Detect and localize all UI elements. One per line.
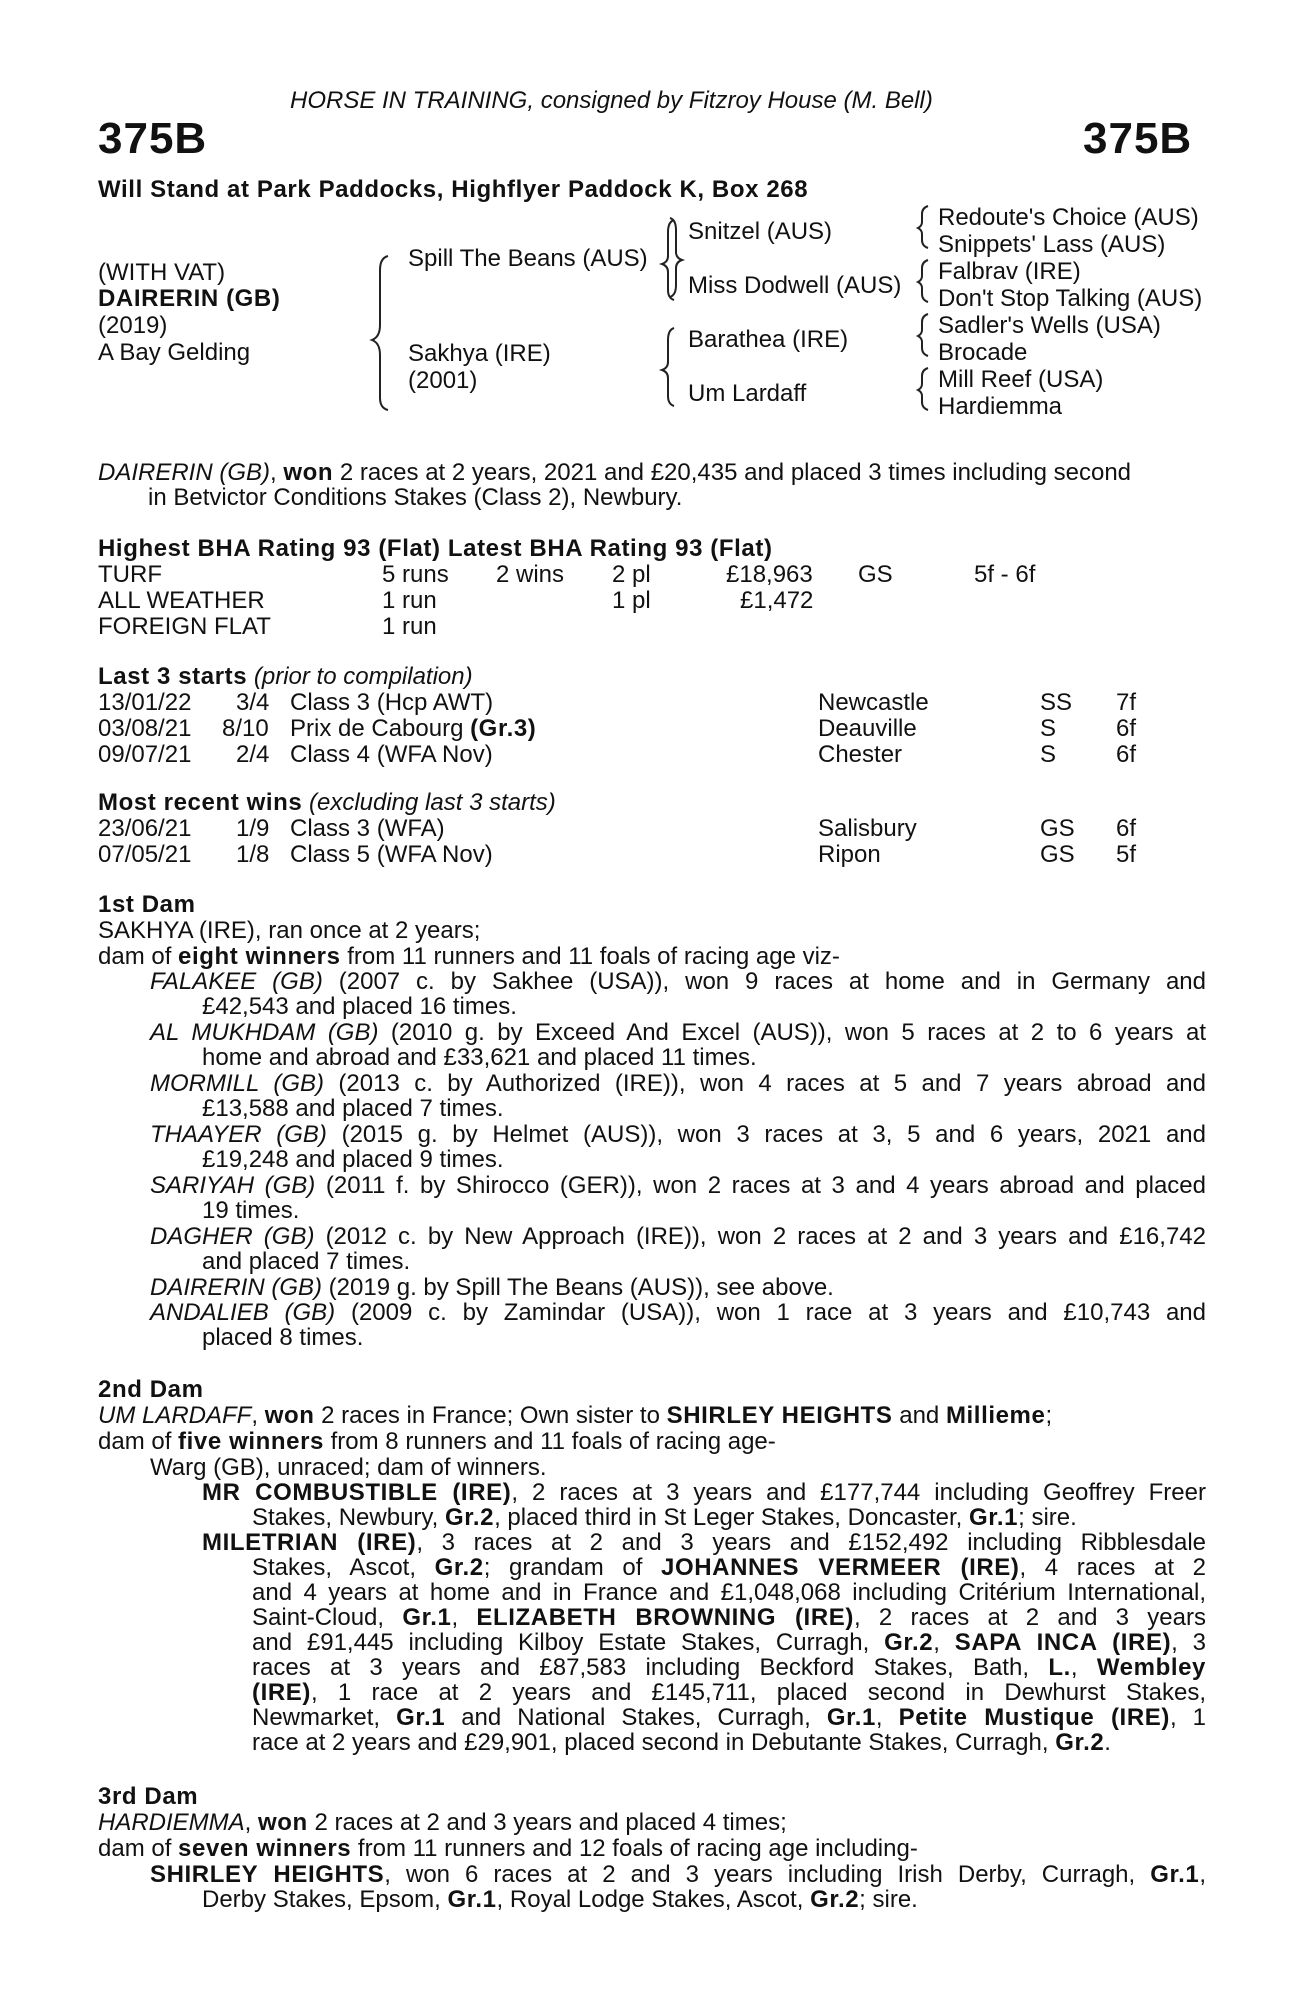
dam2-and: and (892, 1402, 946, 1429)
mi-name: MILETRIAN (IRE) (202, 1529, 417, 1556)
summary-horse-name: DAIRERIN (GB) (98, 459, 271, 486)
offspring-entry (150, 1020, 1206, 1070)
dam2-sibling-2: Millieme (945, 1402, 1046, 1429)
pedigree-dam: Sakhya (IRE) (408, 340, 551, 367)
sh-grade: Gr.1 (447, 1886, 497, 1913)
mi-progeny: JOHANNES VERMEER (IRE) (661, 1554, 1020, 1581)
offspring-entry (150, 1122, 1206, 1172)
pedigree-sire: Spill The Beans (AUS) (408, 245, 648, 272)
pedigree-gg2: Snippets' Lass (AUS) (938, 231, 1166, 258)
mr-text-3: , placed third in St Leger Stakes, Doncaster, (494, 1504, 970, 1531)
sh-grade: Gr.2 (810, 1886, 860, 1913)
brace-g34 (918, 260, 928, 302)
mi-text: ; grandam of (483, 1554, 661, 1581)
offspring-details-cont: £19,248 and placed 9 times. (202, 1146, 504, 1173)
mi-grade: Gr.2 (434, 1554, 484, 1581)
mi-text: and National Stakes, Curragh, (445, 1704, 827, 1731)
rating-placed: 1 pl (612, 587, 651, 614)
mi-progeny: (IRE) (252, 1679, 311, 1706)
dam2-text: 2 races in France; Own sister to (314, 1402, 667, 1429)
start-race-name: Class 3 (Hcp AWT) (290, 689, 494, 716)
start-race (290, 690, 493, 715)
start-going: S (1040, 741, 1057, 768)
dam2-winners: five winners (178, 1428, 324, 1455)
start-position: 8/10 (222, 715, 269, 742)
start-date: 13/01/22 (98, 689, 192, 716)
start-course: Deauville (818, 715, 917, 742)
pedigree-dam-sire: Barathea (IRE) (688, 326, 849, 353)
recent-wins-heading (98, 790, 556, 815)
mi-progeny: SAPA INCA (IRE) (954, 1629, 1172, 1656)
horse-name: DAIRERIN (GB) (98, 285, 281, 312)
recent-wins-title: Most recent wins (98, 789, 303, 816)
rating-surface: TURF (98, 561, 162, 588)
mi-text: Stakes, Ascot, (252, 1554, 435, 1581)
offspring-entry (150, 969, 1206, 1019)
recent-wins-note: (excluding last 3 starts) (308, 789, 556, 816)
start-race (290, 716, 536, 741)
offspring-details-cont: £42,543 and placed 16 times. (202, 993, 517, 1020)
mr-grade-2: Gr.1 (969, 1504, 1019, 1531)
win-distance: 6f (1116, 815, 1137, 842)
dam1-heading: 1st Dam (98, 891, 196, 918)
rating-runs: 1 run (382, 613, 437, 640)
offspring-entry (150, 1275, 1206, 1300)
horse-year: (2019) (98, 312, 168, 339)
offspring-details: (2019 g. by Spill The Beans (AUS)), see above. (322, 1274, 834, 1301)
rating-runs: 1 run (382, 587, 437, 614)
sh-grade: Gr.1 (1150, 1861, 1200, 1888)
offspring-name: ANDALIEB (GB) (150, 1299, 336, 1326)
offspring-details: (2013 c. by Authorized (IRE)), won 4 races at 5 and 7 years abroad and (324, 1070, 1206, 1097)
start-date: 09/07/21 (98, 741, 192, 768)
dam2-sibling-1: SHIRLEY HEIGHTS (666, 1402, 893, 1429)
start-race-name: Class 4 (WFA Nov) (290, 741, 493, 768)
mr-text-2: Stakes, Newbury, (252, 1504, 445, 1531)
dam2-won: won (264, 1402, 315, 1429)
dam1-line-2 (98, 944, 840, 969)
rating-prize: £1,472 (740, 587, 814, 614)
win-going: GS (1040, 841, 1075, 868)
rating-runs: 5 runs (382, 561, 449, 588)
sh-name: SHIRLEY HEIGHTS (150, 1861, 385, 1888)
mi-text: races at 3 years and £87,583 including Beckford Stakes, Bath, (252, 1654, 1049, 1681)
win-race: Class 3 (WFA) (290, 815, 445, 842)
mi-text: , (933, 1629, 955, 1656)
start-going: S (1040, 715, 1057, 742)
mi-text: Newmarket, (252, 1704, 397, 1731)
consignor-line: HORSE IN TRAINING, consigned by Fitzroy House (M. Bell) (290, 87, 933, 114)
offspring-details: (2007 c. by Sakhee (USA)), won 9 races at home and in Germany and (322, 968, 1207, 995)
mi-text: and £91,445 including Kilboy Estate Stakes, Curragh, (252, 1629, 885, 1656)
brace-dd (662, 328, 674, 406)
mi-text: , (875, 1704, 899, 1731)
win-date: 23/06/21 (98, 815, 192, 842)
mi-text: . (1104, 1729, 1111, 1756)
dam3-from: from 11 runners and 12 foals of racing age including- (351, 1835, 918, 1862)
mi-text: , 3 (1171, 1629, 1206, 1656)
mi-text: , 1 race at 2 years and £145,711, placed second in Dewhurst Stakes, (311, 1679, 1206, 1706)
lot-number-left: 375B (98, 114, 208, 163)
dam2-mr-combustible (202, 1480, 1206, 1530)
mi-grade: Gr.1 (826, 1704, 876, 1731)
dam3-heading: 3rd Dam (98, 1783, 199, 1810)
dam2-sep: , (251, 1402, 265, 1429)
start-date: 03/08/21 (98, 715, 192, 742)
offspring-details: (2012 c. by New Approach (IRE)), won 2 races at 2 and 3 years and £16,742 (314, 1223, 1206, 1250)
rating-prize: £18,963 (726, 561, 813, 588)
dam3-sep: , (244, 1809, 259, 1836)
offspring-details-cont: £13,588 and placed 7 times. (202, 1095, 504, 1122)
offspring-name: AL MUKHDAM (GB) (150, 1019, 379, 1046)
pedigree-dam-year: (2001) (408, 367, 478, 394)
dam2-line-3: Warg (GB), unraced; dam of winners. (150, 1454, 547, 1481)
mi-text: and 4 years at home and in France and £1,048,068 including Critérium International, (252, 1579, 1206, 1606)
mr-text-1: , 2 races at 3 years and £177,744 including Geoffrey Freer (511, 1479, 1206, 1506)
start-race (290, 742, 493, 767)
rating-distance: 5f - 6f (974, 561, 1036, 588)
dam3-winners: seven winners (178, 1835, 352, 1862)
win-position: 1/9 (236, 815, 270, 842)
dam3-line-2 (98, 1836, 918, 1861)
mi-text: , 2 races at 2 and 3 years (853, 1604, 1206, 1631)
mi-text: , 4 races at 2 (1019, 1554, 1206, 1581)
dam3-won: won (258, 1809, 308, 1836)
mi-progeny: Wembley (1096, 1654, 1206, 1681)
mr-name: MR COMBUSTIBLE (IRE) (202, 1479, 512, 1506)
dam1-winners: eight winners (178, 943, 341, 970)
pedigree-sire-dam: Miss Dodwell (AUS) (688, 272, 902, 299)
mi-grade: L. (1048, 1654, 1071, 1681)
dam1-text-end: from 11 runners and 11 foals of racing age viz- (340, 943, 840, 970)
dam2-from: from 8 runners and 11 foals of racing age- (323, 1428, 776, 1455)
win-position: 1/8 (236, 841, 270, 868)
sh-text: , Royal Lodge Stakes, Ascot, (496, 1886, 811, 1913)
pedigree-gg4: Don't Stop Talking (AUS) (938, 285, 1203, 312)
rating-wins: 2 wins (496, 561, 565, 588)
offspring-details: (2009 c. by Zamindar (USA)), won 1 race at 3 years and £10,743 and (335, 1299, 1206, 1326)
start-course: Chester (818, 741, 903, 768)
dam3-name: HARDIEMMA (98, 1809, 245, 1836)
offspring-entry (150, 1224, 1206, 1274)
pedigree-gg7: Mill Reef (USA) (938, 366, 1104, 393)
pedigree-gg5: Sadler's Wells (USA) (938, 312, 1161, 339)
rating-going: GS (858, 561, 893, 588)
rating-placed: 2 pl (612, 561, 651, 588)
start-distance: 6f (1116, 741, 1137, 768)
mi-progeny: Petite Mustique (IRE) (898, 1704, 1170, 1731)
dam1-line-1: SAKHYA (IRE), ran once at 2 years; (98, 917, 481, 944)
offspring-entry (150, 1071, 1206, 1121)
stand-location: Will Stand at Park Paddocks, Highflyer Paddock K, Box 268 (98, 176, 809, 203)
brace-ss (662, 220, 674, 300)
mi-text: , (1070, 1654, 1097, 1681)
win-race: Class 5 (WFA Nov) (290, 841, 493, 868)
horse-description: A Bay Gelding (98, 339, 251, 366)
brace-g78 (918, 368, 928, 410)
sh-text: , won 6 races at 2 and 3 years including Irish Derby, Curragh, (384, 1861, 1151, 1888)
pedigree-gg6: Brocade (938, 339, 1028, 366)
brace-g12 (918, 206, 928, 248)
offspring-entry (150, 1173, 1206, 1223)
mi-grade: Gr.2 (1055, 1729, 1105, 1756)
rating-surface: ALL WEATHER (98, 587, 265, 614)
mi-text: Saint-Cloud, (252, 1604, 403, 1631)
start-position: 3/4 (236, 689, 270, 716)
mi-grade: Gr.1 (402, 1604, 452, 1631)
mi-text: , (451, 1604, 477, 1631)
offspring-entry (150, 1300, 1206, 1350)
dam2-heading: 2nd Dam (98, 1376, 204, 1403)
brace-sire (670, 218, 682, 297)
pedigree-dam-dam: Um Lardaff (688, 380, 807, 407)
last-starts-heading (98, 664, 473, 689)
offspring-name: MORMILL (GB) (150, 1070, 324, 1097)
offspring-details: (2015 g. by Helmet (AUS)), won 3 races at 3, 5 and 6 years, 2021 and (326, 1121, 1206, 1148)
mi-grade: Gr.1 (396, 1704, 446, 1731)
rating-surface: FOREIGN FLAT (98, 613, 271, 640)
dam3-damof: dam of (98, 1835, 179, 1862)
offspring-details-cont: placed 8 times. (202, 1324, 364, 1351)
dam1-text: dam of (98, 943, 179, 970)
pedigree-gg3: Falbrav (IRE) (938, 258, 1081, 285)
pedigree-gg8: Hardiemma (938, 393, 1063, 420)
brace-main (372, 256, 388, 410)
pedigree-gg1: Redoute's Choice (AUS) (938, 204, 1199, 231)
dam2-damof: dam of (98, 1428, 179, 1455)
last-starts-title: Last 3 starts (98, 663, 248, 690)
dam3-line-1 (98, 1810, 787, 1835)
start-going: SS (1040, 689, 1073, 716)
offspring-name: SARIYAH (GB) (150, 1172, 316, 1199)
start-course: Newcastle (818, 689, 929, 716)
offspring-name: THAAYER (GB) (150, 1121, 327, 1148)
dam2-line-1 (98, 1403, 1052, 1428)
dam2-end: ; (1045, 1402, 1053, 1429)
summary-line-2: in Betvictor Conditions Stakes (Class 2), Newbury. (148, 484, 683, 511)
sh-text: ; sire. (859, 1886, 918, 1913)
lot-number-right: 375B (1083, 114, 1193, 163)
mi-text: , 3 races at 2 and 3 years and £152,492 including Ribblesdale (416, 1529, 1206, 1556)
dam2-miletrian (202, 1530, 1206, 1755)
offspring-details-cont: home and abroad and £33,621 and placed 11 times. (202, 1044, 757, 1071)
summary-text-1: 2 races at 2 years, 2021 and £20,435 and placed 3 times including second (333, 459, 1132, 486)
dam3-text: 2 races at 2 and 3 years and placed 4 times; (307, 1809, 787, 1836)
start-distance: 7f (1116, 689, 1137, 716)
summary-line-1: DAIRERIN (GB), won 2 races at 2 years, 2021 and £20,435 and placed 3 times including second (98, 459, 1132, 486)
dam2-line-2 (98, 1429, 776, 1454)
mi-text: , 1 (1169, 1704, 1206, 1731)
offspring-name: DAIRERIN (GB) (150, 1274, 323, 1301)
mi-text: race at 2 years and £29,901, placed second in Debutante Stakes, Curragh, (252, 1729, 1056, 1756)
start-race-name: Prix de Cabourg (290, 715, 471, 742)
offspring-name: FALAKEE (GB) (150, 968, 323, 995)
last-starts-note: (prior to compilation) (253, 663, 473, 690)
sh-text: , (1199, 1861, 1206, 1888)
mr-grade: Gr.2 (444, 1504, 495, 1531)
offspring-details-cont: 19 times. (202, 1197, 300, 1224)
sh-text: Derby Stakes, Epsom, (202, 1886, 448, 1913)
dam2-name: UM LARDAFF (98, 1402, 252, 1429)
dam3-shirley-heights (150, 1862, 1206, 1912)
start-position: 2/4 (236, 741, 270, 768)
offspring-name: DAGHER (GB) (150, 1223, 315, 1250)
mi-grade: Gr.2 (884, 1629, 934, 1656)
summary-won: won (283, 459, 334, 486)
win-course: Ripon (818, 841, 881, 868)
start-distance: 6f (1116, 715, 1137, 742)
vat-note: (WITH VAT) (98, 259, 226, 286)
win-date: 07/05/21 (98, 841, 192, 868)
start-race-grade: (Gr.3) (470, 715, 537, 742)
win-course: Salisbury (818, 815, 917, 842)
pedigree-sire-sire: Snitzel (AUS) (688, 218, 833, 245)
ratings-heading: Highest BHA Rating 93 (Flat) Latest BHA Rating 93 (Flat) (98, 535, 773, 562)
offspring-details-cont: and placed 7 times. (202, 1248, 411, 1275)
win-going: GS (1040, 815, 1075, 842)
mr-text-4: ; sire. (1018, 1504, 1077, 1531)
offspring-details: (2010 g. by Exceed And Excel (AUS)), won 5 races at 2 to 6 years at (378, 1019, 1206, 1046)
brace-g56 (918, 314, 928, 356)
mi-progeny: ELIZABETH BROWNING (IRE) (476, 1604, 854, 1631)
offspring-details: (2011 f. by Shirocco (GER)), won 2 races at 3 and 4 years abroad and placed (315, 1172, 1207, 1199)
win-distance: 5f (1116, 841, 1137, 868)
